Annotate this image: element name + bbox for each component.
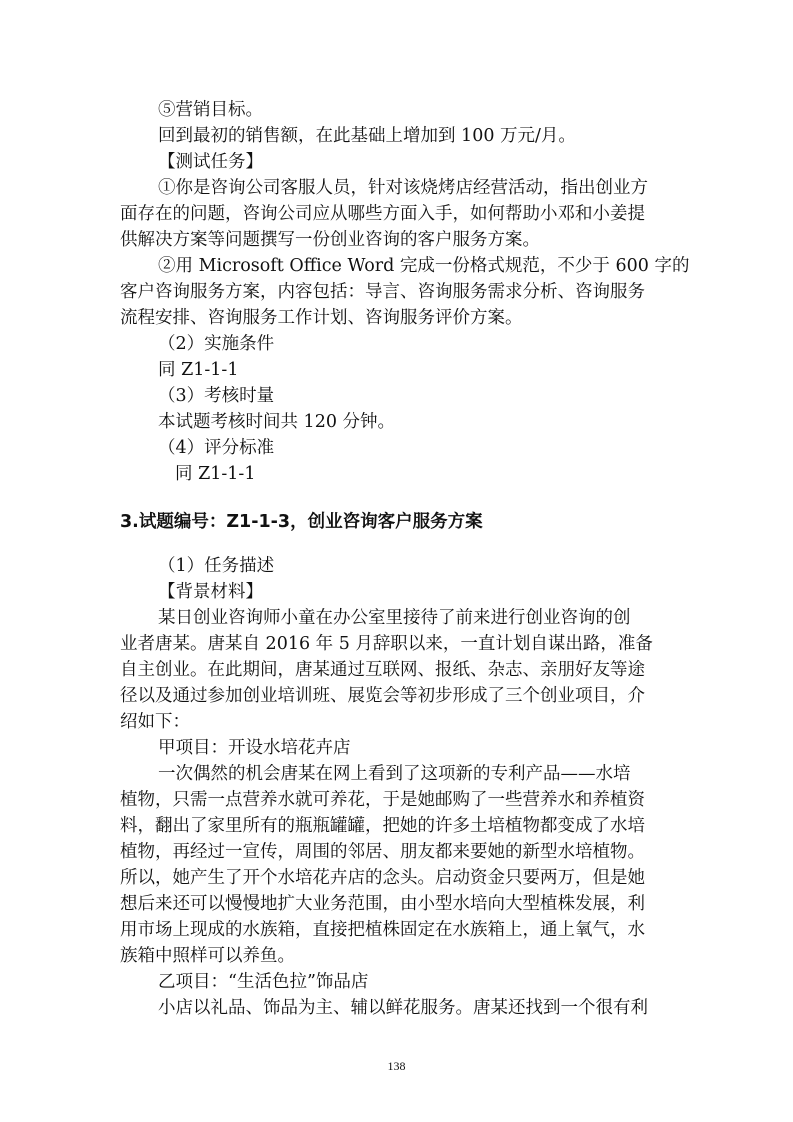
- project-a-line: 所以，她产生了开个水培花卉店的念头。启动资金只要两万，但是她: [120, 868, 645, 888]
- marketing-goal-text: 回到最初的销售额，在此基础上增加到 100 万元/月。: [158, 126, 576, 146]
- project-a-line: 植物，只需一点营养水就可养花，于是她邮购了一些营养水和养植资: [120, 790, 645, 810]
- task2-line: 流程安排、咨询服务工作计划、咨询服务评价方案。: [120, 308, 523, 328]
- task1-line: 供解决方案等问题撰写一份创业咨询的客户服务方案。: [120, 230, 540, 250]
- criteria-text: 同 Z1-1-1: [175, 464, 256, 484]
- background-line: 某日创业咨询师小童在办公室里接待了前来进行创业咨询的创: [158, 608, 631, 628]
- task2-line: 客户咨询服务方案，内容包括：导言、咨询服务需求分析、咨询服务: [120, 282, 645, 302]
- project-a-line: 料，翻出了家里所有的瓶瓶罐罐，把她的许多土培植物都变成了水培: [120, 816, 645, 836]
- project-a-line: 族箱中照样可以养鱼。: [120, 946, 295, 966]
- project-a-line: 用市场上现成的水族箱，直接把植株固定在水族箱上，通上氧气，水: [120, 920, 645, 940]
- task1-line: 面存在的问题，咨询公司应从哪些方面入手，如何帮助小邓和小姜提: [120, 204, 645, 224]
- background-line: 自主创业。在此期间，唐某通过互联网、报纸、杂志、亲朋好友等途: [120, 660, 645, 680]
- task2-line: ②用 Microsoft Office Word 完成一份格式规范，不少于 600 字的: [158, 256, 690, 276]
- time-text: 本试题考核时间共 120 分钟。: [158, 412, 396, 432]
- background-label: 【背景材料】: [158, 582, 263, 602]
- task1-line: ①你是咨询公司客服人员，针对该烧烤店经营活动，指出创业方: [158, 178, 648, 198]
- project-a-line: 一次偶然的机会唐某在网上看到了这项新的专利产品——水培: [158, 764, 631, 784]
- background-line: 绍如下：: [120, 712, 190, 732]
- background-line: 径以及通过参加创业培训班、展览会等初步形成了三个创业项目，介: [120, 686, 645, 706]
- criteria-label: （4）评分标准: [158, 438, 275, 458]
- project-a-line: 植物，再经过一宣传，周围的邻居、朋友都来要她的新型水培植物。: [120, 842, 645, 862]
- project-a-line: 想后来还可以慢慢地扩大业务范围，由小型水培向大型植株发展，利: [120, 894, 645, 914]
- time-label: （3）考核时量: [158, 386, 275, 406]
- conditions-text: 同 Z1-1-1: [158, 360, 239, 380]
- section-heading: 3.试题编号：Z1-1-3，创业咨询客户服务方案: [120, 512, 483, 532]
- conditions-label: （2）实施条件: [158, 334, 275, 354]
- project-b-line: 小店以礼品、饰品为主、辅以鲜花服务。唐某还找到一个很有利: [158, 998, 648, 1018]
- project-b-title: 乙项目：“生活色拉”饰品店: [158, 972, 369, 992]
- test-task-label: 【测试任务】: [158, 152, 263, 172]
- page-number: 138: [387, 1059, 406, 1073]
- project-a-title: 甲项目：开设水培花卉店: [158, 738, 351, 758]
- marketing-goal-heading: ⑤营销目标。: [158, 100, 263, 120]
- task-description-label: （1）任务描述: [158, 556, 275, 576]
- background-line: 业者唐某。唐某自 2016 年 5 月辞职以来，一直计划自谋出路，准备: [120, 634, 653, 654]
